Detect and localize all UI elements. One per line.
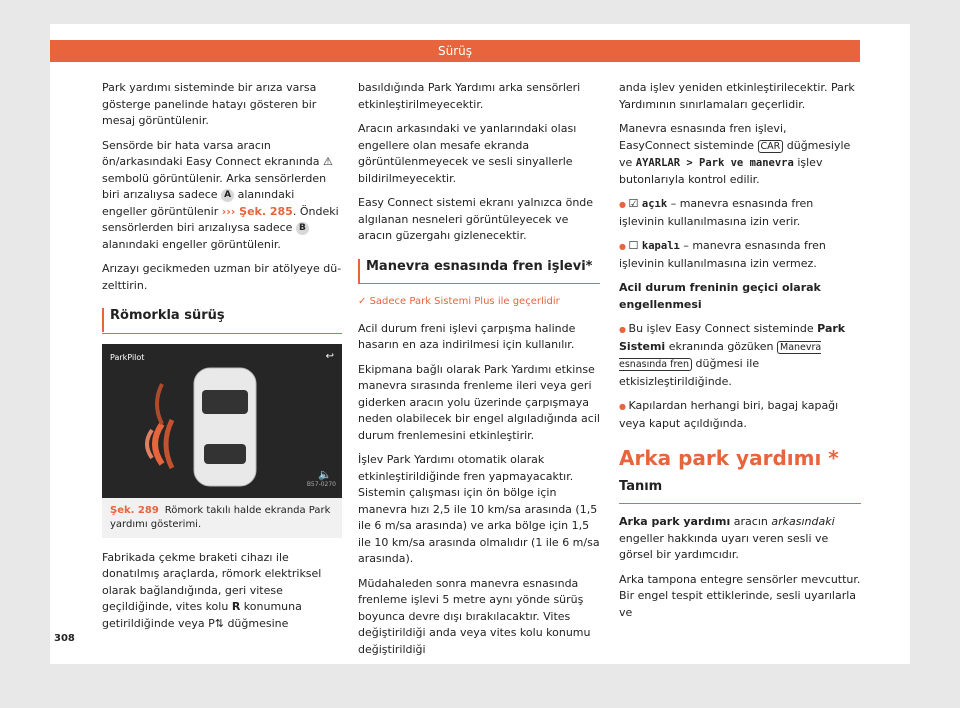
speaker-icon[interactable]: 🔈: [318, 468, 332, 481]
park-assist-icon: P⇅: [208, 616, 224, 630]
car-top-view-illustration: [102, 344, 342, 498]
column-3: [619, 80, 861, 629]
manevra-fren-button[interactable]: Manevra esnasında fren: [619, 341, 822, 370]
paragraph: Aracın arkasındaki ve yanlarındaki olası engellere olan mesafe ekranda görüntülenmeyecek ve sesli sinyallerle bildirilmeyecektir.: [358, 122, 577, 185]
car-button[interactable]: CAR: [758, 140, 784, 153]
badge-b: B: [296, 222, 309, 235]
subheading-acil: Acil durum freninin geçici olarak engellenmesi: [619, 281, 821, 311]
figure-code: B57-0270: [306, 481, 336, 488]
paragraph: Arızayı gecikmeden uzman bir atölyeye düzelttirin.: [102, 262, 342, 292]
figure-link[interactable]: ››› Şek. 285: [221, 204, 293, 218]
paragraph: İşlev Park Yardımı otomatik olarak etkinleştirildiğinde fren yapmayacaktır. Sistemin çalışması için ön bölge için manevra hızı 2,5 ile 10 km/sa arasında (1,5 ile 6 m/sa arasında) ve arka bölge için 1,5 ile 10 km/sa arasında olmalıdır (1 ile 6 m/sa arasında).: [358, 453, 600, 565]
paragraph: Ekipmana bağlı olarak Park Yardımı etkinse manevra sırasında frenleme ileri veya geri giderken aracın yolu üzerinde çarpışmaya neden olabilecek bir engel algıladığında acil durum frenlemesini etkinleştirir.: [358, 362, 600, 442]
heading-romork: Römorkla sürüş: [102, 308, 342, 334]
column-1: [102, 80, 342, 640]
figure-caption: Şek. 289 Römork takılı halde ekranda Park yardımı gösterimi.: [102, 498, 342, 538]
list-item: ● ☑ açık – manevra esnasında fren işlevinin kullanılmasına izin verir.: [619, 196, 861, 230]
page-number: 308: [54, 633, 75, 644]
heading-arka-park: Arka park yardımı *: [619, 446, 839, 470]
paragraph: Easy Connect sistemi ekranı yalnızca önde algılanan nesneleri görüntüleyecek ve aracın güzergahı gizlenecektir.: [358, 196, 594, 242]
section-header: Sürüş: [50, 40, 860, 62]
paragraph: anda işlev yeniden etkinleştirilecektir. Park Yardımının sınırlamaları geçerlidir.: [619, 81, 855, 111]
note: ✓ Sadece Park Sistemi Plus ile geçerlidir: [358, 296, 560, 307]
paragraph: Sensörde bir hata varsa aracın ön/arkasındaki Easy Connect ekranında ⚠ sembolü görüntülenir. Arka sensörlerden biri arızalıysa sadece A alanındaki engeller görüntülenir ››› Şek. 285. Öndeki sensörlerden biri arızalıysa sadece B alanındaki engeller görüntülenir.: [102, 138, 339, 251]
parkpilot-figure: [102, 344, 342, 498]
paragraph: Park yardımı sisteminde bir arıza varsa gösterge panelinde hatayı gösteren bir mesaj görüntülenir.: [102, 81, 317, 127]
figure-screen-title: ParkPilot: [110, 352, 145, 362]
empty-box-icon: ☐: [628, 239, 639, 252]
paragraph: Manevra esnasında fren işlevi, EasyConnect sisteminde CAR düğmesiyle ve AYARLAR > Park ve manevra işlev butonlarıyla kontrol edilir.: [619, 122, 851, 186]
paragraph: Acil durum freni işlevi çarpışma halinde hasarın en aza indirilmesi için kullanılır.: [358, 321, 576, 351]
badge-a: A: [221, 189, 234, 202]
paragraph: Müdahaleden sonra manevra esnasında frenleme işlevi 5 metre aynı yönde sürüş boyunca devre dışı bırakılacaktır. Vites değiştirildiği anda veya vites kolu konumu değiştirildiği: [358, 576, 591, 656]
menu-path: AYARLAR > Park ve manevra: [635, 157, 794, 169]
checked-box-icon: ☑: [628, 197, 639, 210]
check-icon: ✓: [358, 296, 367, 307]
heading-manevra: Manevra esnasında fren işlevi*: [358, 259, 600, 285]
list-item: ● ☐ kapalı – manevra esnasında fren işlevinin kullanılmasına izin vermez.: [619, 238, 861, 272]
list-item: ● Kapılardan herhangi biri, bagaj kapağı veya kaput açıldığında.: [619, 398, 861, 432]
back-arrow-icon: ↩: [325, 350, 334, 362]
paragraph: Fabrikada çekme braketi cihazı ile donatılmış araçlarda, römork elektriksel olarak bağlandığında, geri vitese geçildiğinde, vites kolu R konumuna getirildiğinde veya P⇅ düğmesine: [102, 550, 322, 630]
paragraph: basıldığında Park Yardımı arka sensörleri etkinleştirilmeyecektir.: [358, 81, 581, 111]
list-item: ● Bu işlev Easy Connect sisteminde Park Sistemi ekranında gözüken Manevra esnasında fren düğmesi ile etkisizleştirildiğinde.: [619, 321, 861, 390]
heading-tanim: Tanım: [619, 479, 861, 505]
column-2: [358, 80, 600, 666]
paragraph: Arka park yardımı aracın arkasındaki engeller hakkında uyarı veren sesli ve görsel bir yardımcıdır.: [619, 515, 835, 561]
warning-icon: ⚠: [323, 155, 333, 168]
paragraph: Arka tampona entegre sensörler mevcuttur. Bir engel tespit ettiklerinde, sesli uyarılarla ve: [619, 572, 861, 619]
